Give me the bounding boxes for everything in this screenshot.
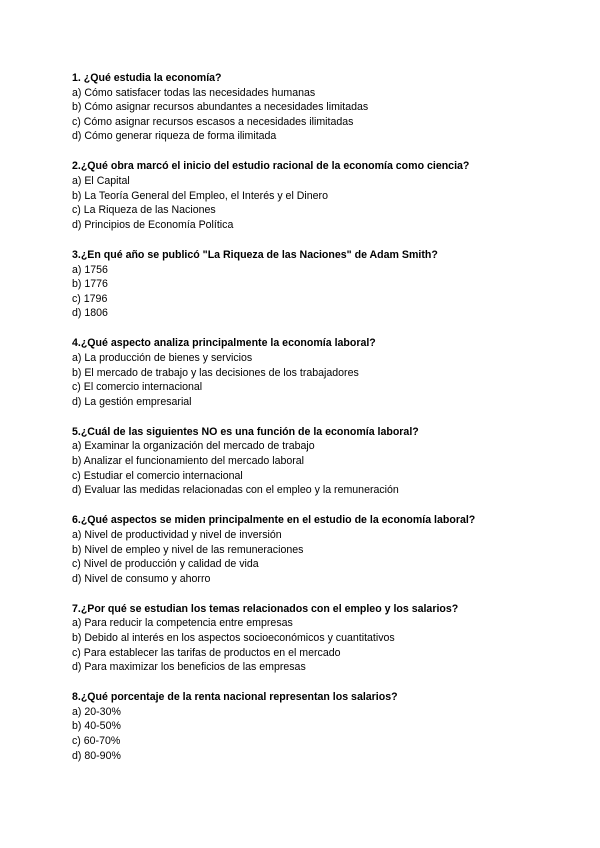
option-d: d) Nivel de consumo y ahorro — [72, 572, 211, 585]
option-a: a) Examinar la organización del mercado de trabajo — [72, 440, 315, 453]
option-c: c) Estudiar el comercio internacional — [72, 469, 243, 482]
question-text: 7.¿Por qué se estudian los temas relacionados con el empleo y los salarios? — [72, 602, 459, 615]
option-a: a) La producción de bienes y servicios — [72, 352, 253, 364]
question-7 — [72, 602, 572, 675]
option-b: b) El mercado de trabajo y las decisiones de los trabajadores — [72, 366, 359, 379]
option-c: c) 1796 — [72, 292, 108, 305]
option-d: d) 1806 — [72, 307, 108, 320]
question-text: 6.¿Qué aspectos se miden principalmente en el estudio de la economía laboral? — [72, 514, 476, 527]
question-text: 1. ¿Qué estudia la economía? — [72, 72, 222, 84]
option-b: b) 1776 — [72, 278, 108, 291]
quiz-list — [72, 71, 572, 779]
option-b: b) Debido al interés en los aspectos socioeconómicos y cuantitativos — [72, 632, 395, 644]
option-a: a) Para reducir la competencia entre empresas — [72, 617, 293, 630]
option-d: d) Principios de Economía Política — [72, 218, 234, 231]
question-text: 4.¿Qué aspecto analiza principalmente la economía laboral? — [72, 337, 376, 350]
question-text: 2.¿Qué obra marcó el inicio del estudio racional de la economía como ciencia? — [72, 160, 470, 173]
option-c: c) Para establecer las tarifas de productos en el mercado — [72, 646, 341, 659]
option-d: d) 80-90% — [72, 749, 121, 762]
question-4 — [72, 336, 572, 409]
option-b: b) Cómo asignar recursos abundantes a necesidades limitadas — [72, 101, 369, 114]
option-d: d) Evaluar las medidas relacionadas con el empleo y la remuneración — [72, 484, 399, 497]
option-c: c) Nivel de producción y calidad de vida — [72, 558, 259, 571]
option-c: c) 60-70% — [72, 735, 121, 748]
question-text: 8.¿Qué porcentaje de la renta nacional representan los salarios? — [72, 691, 398, 704]
option-a: a) 1756 — [72, 263, 108, 276]
option-b: b) Analizar el funcionamiento del mercado laboral — [72, 455, 305, 468]
question-2 — [72, 159, 572, 232]
option-a: a) Nivel de productividad y nivel de inversión — [72, 528, 282, 541]
question-3 — [72, 248, 572, 321]
option-d: d) Para maximizar los beneficios de las empresas — [72, 661, 306, 674]
question-8 — [72, 690, 572, 763]
option-b: b) Nivel de empleo y nivel de las remuneraciones — [72, 543, 304, 556]
option-a: a) El Capital — [72, 175, 130, 188]
question-5 — [72, 425, 572, 498]
option-c: c) La Riqueza de las Naciones — [72, 204, 216, 217]
question-text: 3.¿En qué año se publicó "La Riqueza de las Naciones" de Adam Smith? — [72, 248, 438, 261]
option-d: d) Cómo generar riqueza de forma ilimitada — [72, 130, 277, 143]
question-1 — [72, 71, 572, 144]
option-a: a) Cómo satisfacer todas las necesidades humanas — [72, 86, 316, 99]
option-b: b) La Teoría General del Empleo, el Interés y el Dinero — [72, 189, 328, 202]
option-a: a) 20-30% — [72, 705, 121, 718]
option-c: c) Cómo asignar recursos escasos a necesidades ilimitadas — [72, 115, 354, 128]
option-d: d) La gestión empresarial — [72, 395, 192, 408]
option-b: b) 40-50% — [72, 720, 121, 733]
question-6 — [72, 513, 572, 586]
question-text: 5.¿Cuál de las siguientes NO es una función de la economía laboral? — [72, 425, 419, 438]
option-c: c) El comercio internacional — [72, 381, 203, 394]
